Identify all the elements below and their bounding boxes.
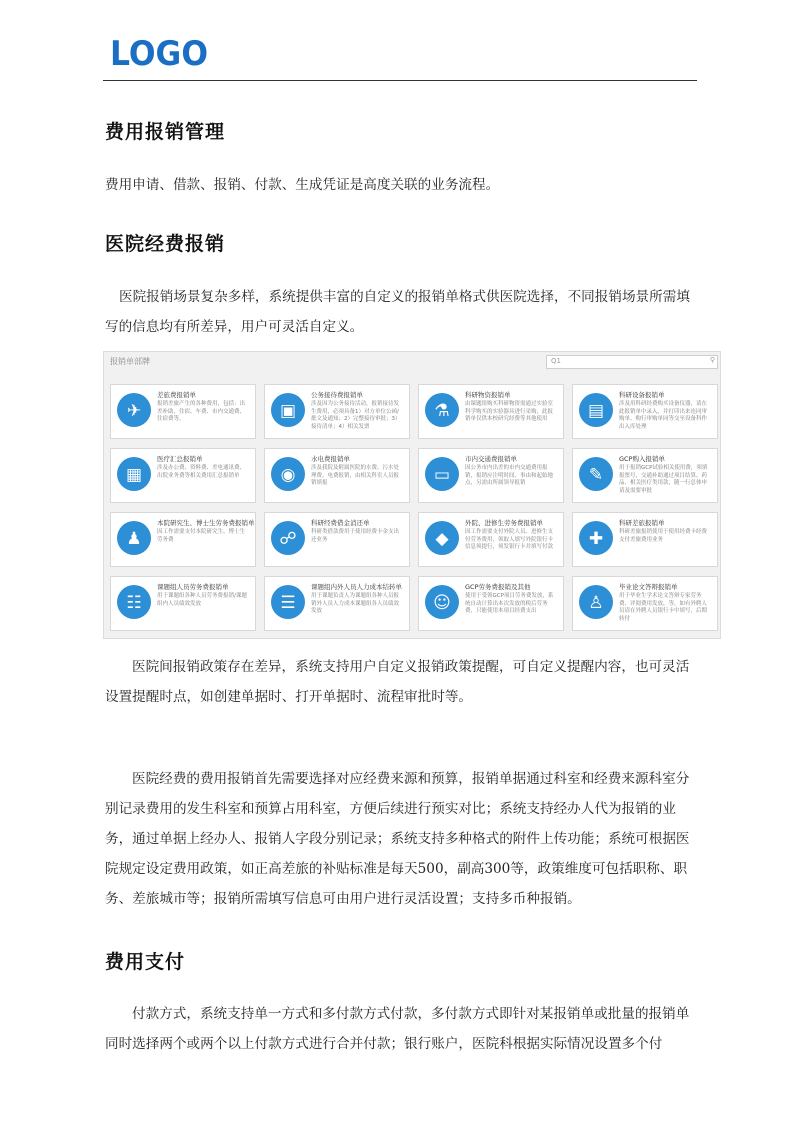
form-card-description: 用于毕业生学术论文答辩专家劳务费、评阅费用发放，等，如有外聘人员请在外聘人员银行卡中填写，后期转付: [619, 593, 708, 622]
syringe-icon: [579, 457, 613, 491]
form-card-description: 因工作需要支付本院研究生、博士生劳务费: [157, 529, 246, 543]
svg-text:▤: ▤: [587, 401, 605, 421]
form-card-description: 由课题组购买科研物资需通过实验室科学购买的实验器具进行采购，此报销单仅供本校研究经费等其他使用: [465, 401, 554, 422]
scholar-icon: [579, 585, 613, 619]
screenshot-search-input[interactable]: [546, 355, 718, 369]
svg-text:✈: ✈: [126, 401, 142, 421]
logo-text: LOGO: [110, 36, 208, 68]
form-card-title: 课题组内外人员人力成本结转单: [311, 583, 402, 591]
form-card-description: 用于课题组各种人员劳务费报销/课题组内人员绩效发放: [157, 593, 247, 607]
team-icon: [271, 585, 305, 619]
form-card-title: 医疗汇总报销单: [157, 455, 203, 463]
form-card-title: 科研差旅报销单: [619, 519, 665, 527]
water-drop-icon: [271, 457, 305, 491]
form-card-title: 公务接待费报销单: [311, 391, 363, 399]
form-card-description: 报销差旅产生的各种费用，包括：出差补助、住宿、车费、市内交通费、住宿费等。: [157, 401, 246, 422]
form-card-description: 因公务市内出差的市内交通费用报销，报销应注明时间、事由和起始地点，另需由所属领导报销: [465, 465, 554, 486]
svg-text:♙: ♙: [588, 593, 604, 613]
form-card-title: 科研物资报销单: [465, 391, 511, 399]
form-card-title: 市内交通费报销单: [465, 455, 517, 463]
person-badge-icon: [425, 585, 459, 619]
header-divider: [103, 80, 697, 81]
svg-text:▣: ▣: [279, 401, 297, 421]
bus-icon: [425, 457, 459, 491]
form-card[interactable]: [264, 384, 410, 439]
form-card-title: 差旅费报销单: [157, 391, 196, 399]
graduation-cap-icon: [425, 521, 459, 555]
screenshot-title: 报销单部牌: [110, 357, 150, 366]
form-card-title: GCP劳务费报销及其他: [465, 583, 531, 591]
form-card[interactable]: [110, 576, 256, 631]
policy-reminder-text: 医院间报销政策存在差异，系统支持用户自定义报销政策提醒，可自定义提醒内容，也可灵活设置提醒时点，如创建单据时、打开单据时、流程审批时等。: [105, 659, 690, 705]
section-expense-management-text: 费用申请、借款、报销、付款、生成凭证是高度关联的业务流程。: [105, 177, 500, 193]
form-card-title: 毕业论文答辩报销单: [619, 583, 678, 591]
logo: [110, 36, 210, 68]
form-card[interactable]: [572, 576, 718, 631]
form-card-description: 科研类借款费用于使用经费卡金支出还业务: [311, 529, 400, 543]
microscope-icon: [425, 393, 459, 427]
form-card-description: 用于课题负责人为课题组各种人员报销外人员人力成本课题组各人员绩效发放: [311, 593, 400, 614]
svg-text:◉: ◉: [280, 465, 296, 485]
expense-payment-text: 付款方式，系统支持单一方式和多付款方式付款，多付款方式即针对某报销单或批量的报销单同时选择两个或两个以上付款方式进行合并付款；银行账户，医院科根据实际情况设置多个付: [105, 1006, 690, 1052]
form-card-grid: [110, 384, 714, 631]
hospital-reimbursement-intro: 医院报销场景复杂多样，系统提供丰富的自定义的报销单格式供医院选择，不同报销场景所需填写的信息均有所差异，用户可灵活自定义。: [105, 289, 690, 335]
form-card-description: 用于报销GCP试验相关使用费，须填报票号，交通补助通过项目结算、药品、相关医疗类用款，随一行总体申请及需要审批: [619, 465, 708, 494]
form-card-description: 使用于受领GCP项目劳务费发放，系统自动计算出本次发放的税后劳务费，只能使用本项目经费支出: [465, 593, 554, 614]
handshake-icon: [271, 521, 305, 555]
airplane-icon: [117, 393, 151, 427]
svg-text:✚: ✚: [588, 529, 604, 549]
reimbursement-form-screenshot: [103, 351, 721, 639]
printer-icon: [579, 393, 613, 427]
expense-source-text: 医院经费的费用报销首先需要选择对应经费来源和预算，报销单据通过科室和经费来源科室分别记录费用的发生科室和预算占用科室，方便后续进行预实对比；系统支持经办人代为报销的业务，通过单据上经办人、报销人字段分别记录；系统支持多种格式的附件上传功能；系统可根据医院规定设定费用政策，如正高差旅的补贴标准是每天500，副高300等，政策维度可包括职称、职务、差旅城市等；报销所需填写信息可由用户进行灵活设置；支持多币种报销。: [105, 771, 690, 907]
svg-text:◆: ◆: [435, 529, 449, 549]
form-card-title: 科研经费借金消还单: [311, 519, 370, 527]
form-card[interactable]: [418, 384, 564, 439]
form-card-title: 水电费报销单: [311, 455, 350, 463]
medical-kit-icon: [579, 521, 613, 555]
form-card[interactable]: [418, 448, 564, 503]
form-card-description: 涉及因为公务接待活动，报销接待发生费用，必须具备1）对方单位公函/批文及通知；2）完整接待审批；3）接待清单；4）相关发票: [311, 401, 401, 430]
form-card[interactable]: [110, 512, 256, 567]
svg-text:☺: ☺: [433, 593, 451, 613]
form-card[interactable]: [572, 512, 718, 567]
svg-text:⚗: ⚗: [434, 401, 450, 421]
svg-text:▦: ▦: [125, 465, 143, 485]
form-card[interactable]: [264, 512, 410, 567]
graduate-icon: [117, 521, 151, 555]
svg-text:✎: ✎: [588, 465, 604, 485]
section-title-expense-payment: 费用支付: [105, 951, 186, 973]
briefcase-icon: [271, 393, 305, 427]
form-card-title: 科研设备报销单: [619, 391, 665, 399]
form-card-title: 外院、进修生劳务费报销单: [465, 519, 543, 527]
form-card[interactable]: [418, 512, 564, 567]
form-card[interactable]: [418, 576, 564, 631]
svg-text:☍: ☍: [279, 529, 297, 549]
form-card-title: GCP购入报销单: [619, 455, 665, 463]
form-card-description: 涉及办公费、资料费、差电通讯费、出院业务费等相关费用汇总报销单: [157, 465, 246, 479]
form-card-description: 涉及用科研经费购买设备仪器，请在此报销单中录入，并打印出来连同审购单、购行审购单同等交至设备科作出入库处理: [619, 401, 708, 430]
svg-text:☷: ☷: [126, 593, 142, 613]
form-card-title: 本院研究生、博士生劳务费报销单: [157, 519, 255, 527]
form-card[interactable]: [264, 448, 410, 503]
form-card-description: 因工作需要支付外院人员、进修生支付劳务费用，领取人填写外院银行卡信息须提行，须发银行卡并填写付款: [465, 529, 554, 550]
section-title-expense-management: 费用报销管理: [105, 121, 226, 143]
form-card-title: 课题组人员劳务费报销单: [157, 583, 229, 591]
group-icon: [117, 585, 151, 619]
form-card[interactable]: [264, 576, 410, 631]
section-title-hospital-reimbursement: 医院经费报销: [105, 233, 226, 255]
svg-text:▭: ▭: [433, 465, 451, 485]
form-card-description: 涉及我院及附属医院的水费、污水处理费、电费报销，由相关科室人员报销填报: [311, 465, 400, 486]
calculator-icon: [117, 457, 151, 491]
form-card[interactable]: [110, 448, 256, 503]
form-card[interactable]: [572, 384, 718, 439]
form-card[interactable]: [572, 448, 718, 503]
search-icon: ⚲: [709, 356, 715, 364]
form-card[interactable]: [110, 384, 256, 439]
screenshot-search-value: Q1: [551, 357, 561, 365]
svg-text:♟: ♟: [126, 529, 142, 549]
form-card-description: 科研差旅报销使用于使用经费卡经费支付差旅费用业务: [619, 529, 708, 543]
svg-text:☰: ☰: [280, 593, 296, 613]
